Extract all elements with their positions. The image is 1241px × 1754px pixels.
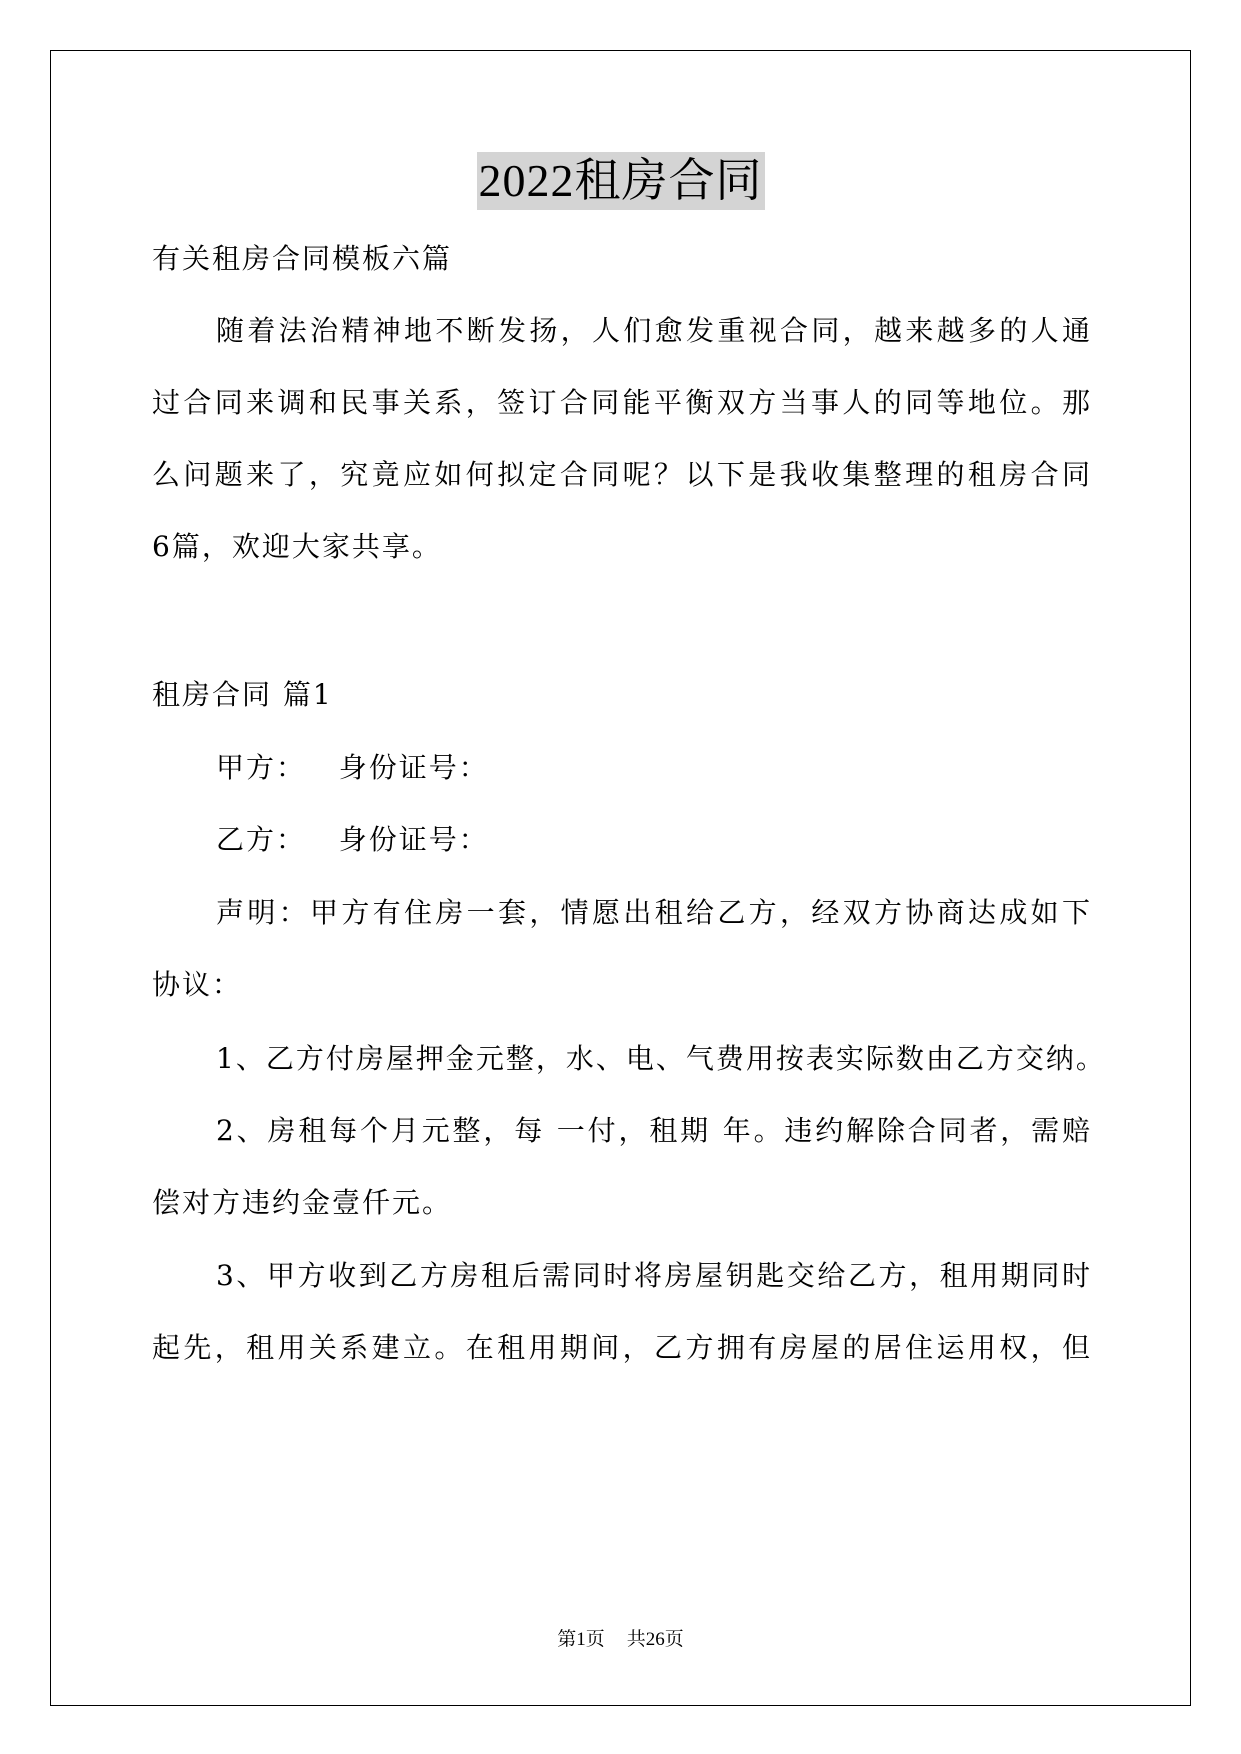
document-title: 2022租房合同 xyxy=(477,152,765,210)
page-border xyxy=(50,50,1191,1706)
intro-line: 么问题来了，究竟应如何拟定合同呢？以下是我收集整理的租房合同 xyxy=(152,458,1092,491)
page-number: 第1页 xyxy=(557,1629,605,1650)
clause-3-line: 起先，租用关系建立。在租用期间，乙方拥有房屋的居住运用权，但 xyxy=(152,1331,1092,1364)
party-b-line: 乙方： 身份证号： xyxy=(216,823,489,856)
page-total: 共26页 xyxy=(626,1629,684,1650)
page-footer xyxy=(0,1628,1241,1652)
party-a-line: 甲方： 身份证号： xyxy=(216,751,489,784)
intro-line: 随着法治精神地不断发扬，人们愈发重视合同，越来越多的人通 xyxy=(216,314,1092,347)
intro-line: 6篇，欢迎大家共享。 xyxy=(152,530,442,563)
title-container xyxy=(0,152,1241,210)
statement-line: 声明：甲方有住房一套，情愿出租给乙方，经双方协商达成如下 xyxy=(216,896,1092,929)
intro-line: 过合同来调和民事关系，签订合同能平衡双方当事人的同等地位。那 xyxy=(152,386,1092,419)
clause-2-line: 偿对方违约金壹仟元。 xyxy=(152,1186,453,1219)
document-subtitle: 有关租房合同模板六篇 xyxy=(152,242,453,275)
clause-3-line: 3、甲方收到乙方房租后需同时将房屋钥匙交给乙方，租用期同时 xyxy=(216,1259,1092,1292)
clause-1-line: 1、乙方付房屋押金元整，水、电、气费用按表实际数由乙方交纳。 xyxy=(216,1042,1106,1075)
section-heading: 租房合同 篇1 xyxy=(152,678,333,711)
statement-line: 协议： xyxy=(152,968,243,1001)
clause-2-line: 2、房租每个月元整，每 一付，租期 年。违约解除合同者，需赔 xyxy=(216,1114,1092,1147)
